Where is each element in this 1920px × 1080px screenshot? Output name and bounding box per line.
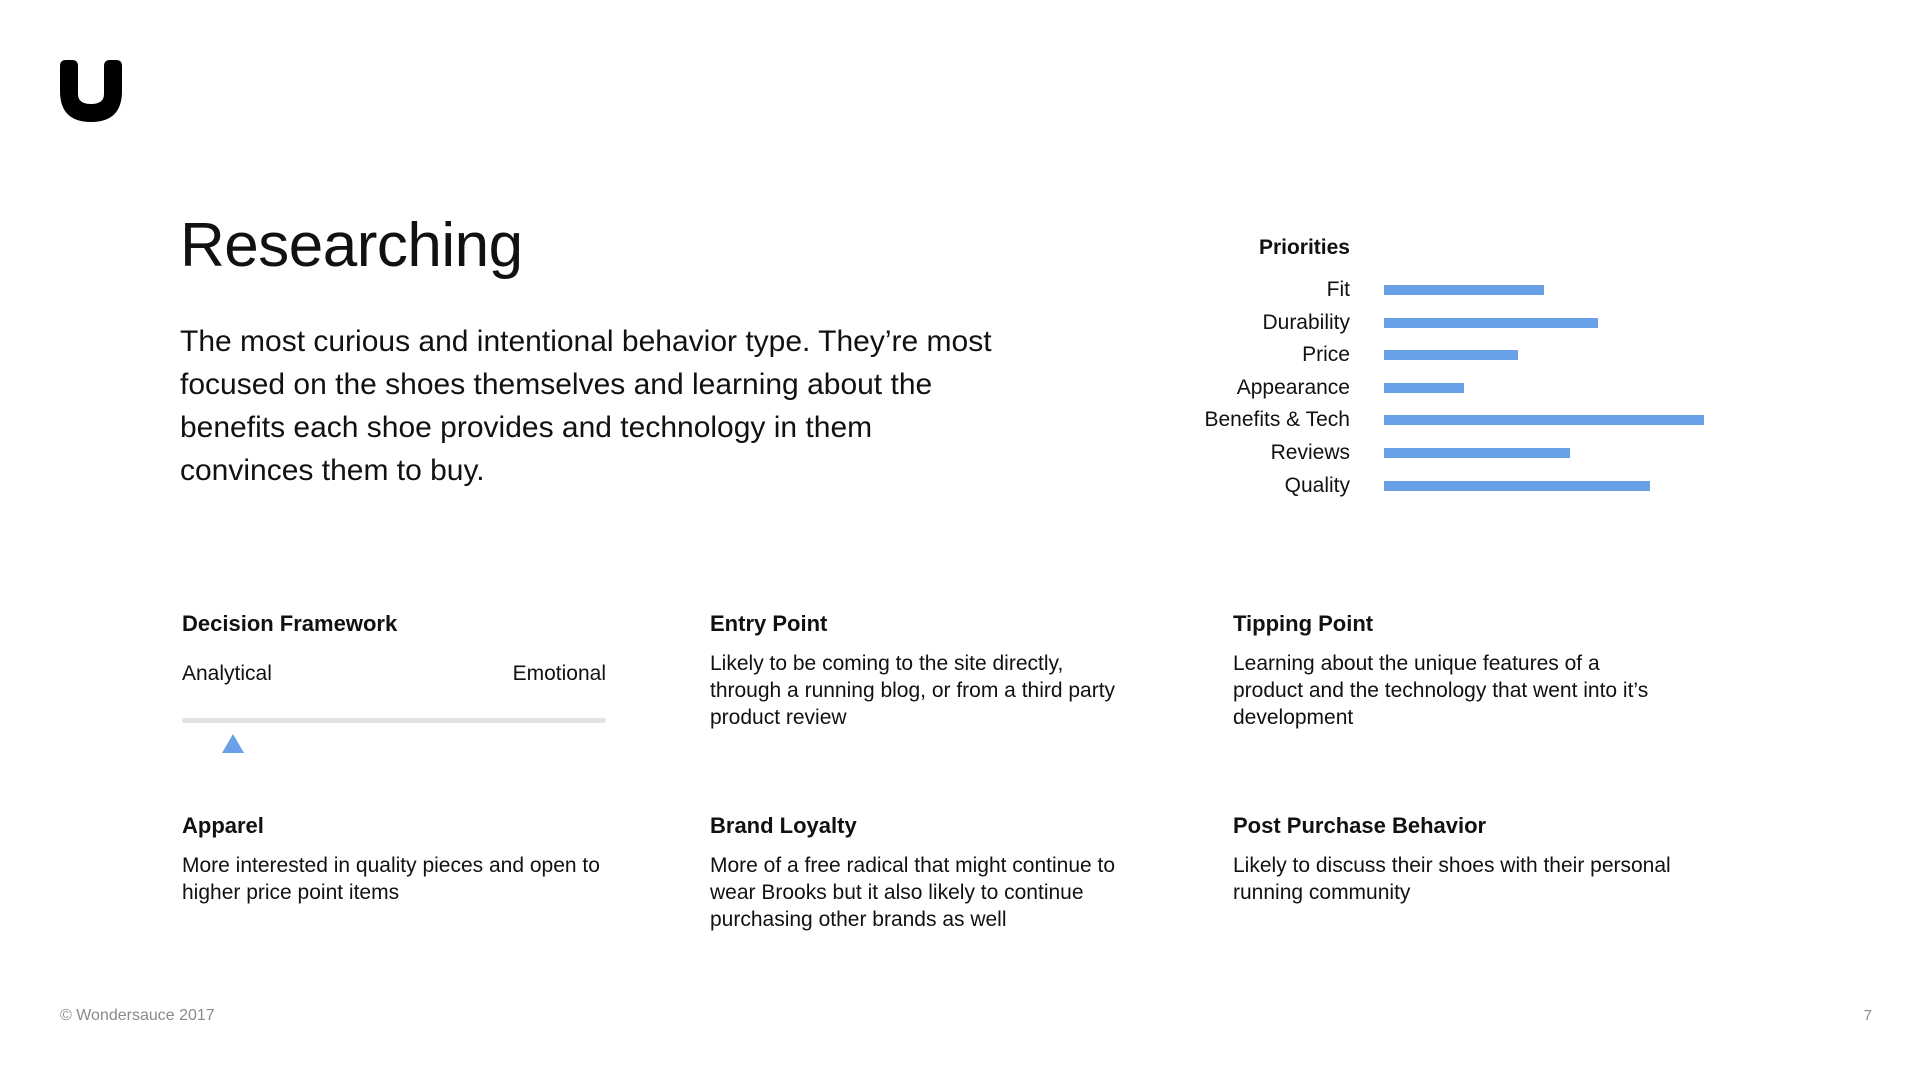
priority-bar-track xyxy=(1384,383,1704,393)
decision-scale-labels xyxy=(182,662,606,690)
priority-label: Durability xyxy=(1262,310,1350,334)
brand-loyalty-text: More of a free radical that might continue to wear Brooks but it also likely to continue purchasing other brands as well xyxy=(710,854,1116,931)
intro-paragraph: The most curious and intentional behavior type. They’re most focused on the shoes themselves and learning about the benefits each shoe provides and technology in them convinces them to buy. xyxy=(180,325,992,487)
priority-bar-track xyxy=(1384,318,1704,328)
priority-label: Quality xyxy=(1284,473,1350,497)
priority-label: Fit xyxy=(1326,278,1350,301)
post-purchase-title: Post Purchase Behavior xyxy=(1233,813,1487,838)
priority-label: Benefits & Tech xyxy=(1204,408,1350,432)
entry-point-text: Likely to be coming to the site directly, through a running blog, or from a third party product review xyxy=(710,652,1116,729)
apparel-section xyxy=(182,812,622,906)
wondersauce-logo-icon xyxy=(60,60,122,122)
priority-row xyxy=(1150,439,1710,472)
decision-framework-title: Decision Framework xyxy=(182,611,398,636)
priority-bar-track xyxy=(1384,415,1704,425)
priority-bar-track xyxy=(1384,448,1704,458)
priority-bar xyxy=(1384,318,1598,328)
apparel-title: Apparel xyxy=(182,813,264,838)
priority-bar xyxy=(1384,448,1570,458)
footer-copyright: © Wondersauce 2017 xyxy=(60,1007,215,1024)
apparel-text: More interested in quality pieces and open to higher price point items xyxy=(182,854,600,904)
priority-bar xyxy=(1384,383,1464,393)
priority-row xyxy=(1150,374,1710,407)
post-purchase-text: Likely to discuss their shoes with their personal running community xyxy=(1233,854,1671,904)
tipping-point-title: Tipping Point xyxy=(1233,611,1374,636)
page-number: 7 xyxy=(1863,1007,1872,1024)
priority-bar xyxy=(1384,350,1518,360)
priority-row xyxy=(1150,341,1710,374)
priority-bar xyxy=(1384,415,1704,425)
priority-bar xyxy=(1384,481,1650,491)
entry-point-section xyxy=(710,610,1130,731)
brand-loyalty-title: Brand Loyalty xyxy=(710,813,857,838)
priority-row xyxy=(1150,472,1710,505)
entry-point-title: Entry Point xyxy=(710,611,828,636)
brand-loyalty-section xyxy=(710,812,1130,933)
post-purchase-section xyxy=(1233,812,1673,906)
priority-row xyxy=(1150,309,1710,342)
decision-framework-section xyxy=(182,610,612,690)
priority-row xyxy=(1150,276,1710,309)
priority-bar xyxy=(1384,285,1544,295)
decision-scale-track xyxy=(182,718,606,723)
priority-label: Appearance xyxy=(1236,375,1350,399)
priorities-title: Priorities xyxy=(1258,236,1350,259)
priority-row xyxy=(1150,406,1710,439)
priority-bar-track xyxy=(1384,481,1704,491)
page-title: Researching xyxy=(180,211,523,280)
tipping-point-text: Learning about the unique features of a product and the technology that went into it’s development xyxy=(1233,652,1649,729)
priorities-list xyxy=(1150,276,1710,504)
priority-label: Price xyxy=(1302,343,1350,367)
priority-bar-track xyxy=(1384,350,1704,360)
decision-scale-marker-icon xyxy=(222,734,244,753)
priority-label: Reviews xyxy=(1270,440,1350,464)
scale-right-label: Emotional xyxy=(512,662,606,685)
tipping-point-section xyxy=(1233,610,1673,731)
priority-bar-track xyxy=(1384,285,1704,295)
scale-left-label: Analytical xyxy=(182,662,272,685)
